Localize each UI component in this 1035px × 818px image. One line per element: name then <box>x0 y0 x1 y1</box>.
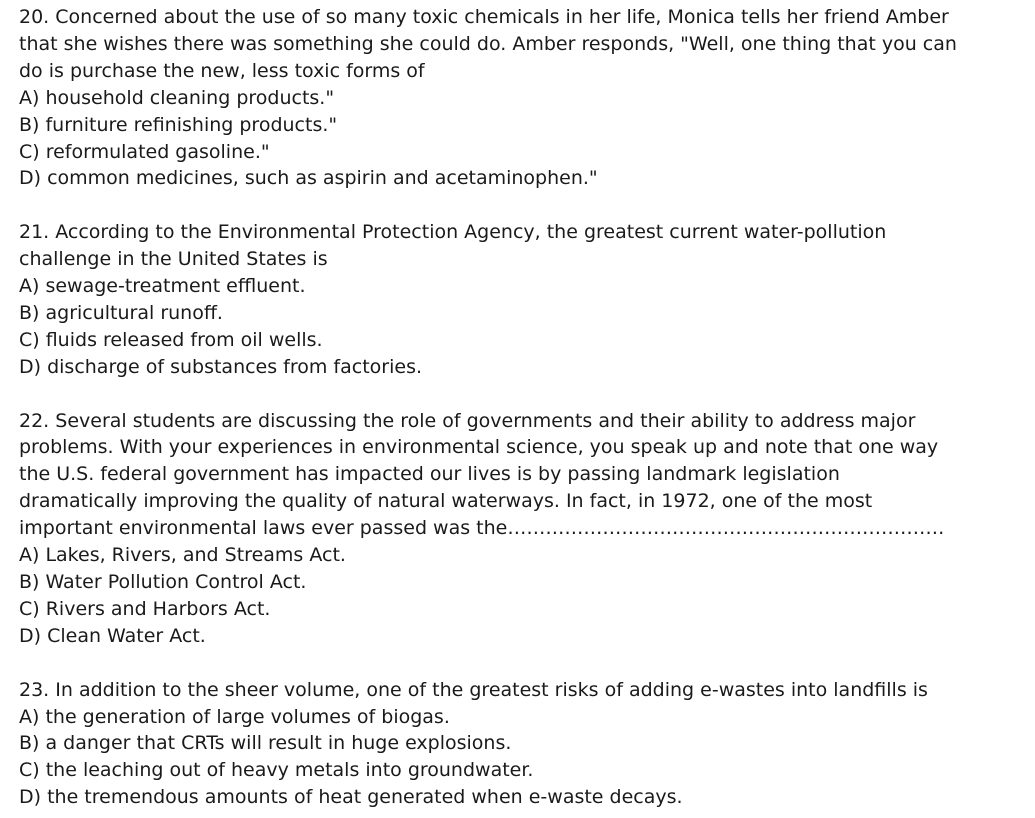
option-b: B) a danger that CRTs will result in huge explosions. <box>19 732 512 755</box>
option-b: B) agricultural runoff. <box>19 301 223 324</box>
option-c: C) fluids released from oil wells. <box>19 328 323 351</box>
option-b: B) furniture refinishing products." <box>19 113 338 136</box>
option-a: A) sewage-treatment effluent. <box>19 275 306 298</box>
question-22 <box>19 408 964 650</box>
option-c: C) the leaching out of heavy metals into groundwater. <box>19 759 534 782</box>
option-c: C) reformulated gasoline." <box>19 140 270 163</box>
option-c: C) Rivers and Harbors Act. <box>19 597 271 620</box>
question-stem: 22. Several students are discussing the role of governments and their ability to address major problems. With your experiences in environmental science, you speak up and note that one way the U.S. federal government has impacted our lives is by passing landmark legislation dramatically improving the quality of natural waterways. In fact, in 1972, one of the most important environmental laws ever passed was the…………………………………………………………… <box>19 409 945 540</box>
question-stem: 23. In addition to the sheer volume, one of the greatest risks of adding e-wastes into landfills is <box>19 678 928 701</box>
option-a: A) the generation of large volumes of biogas. <box>19 705 450 728</box>
question-stem: 21. According to the Environmental Protection Agency, the greatest current water-pollution challenge in the United States is <box>19 221 887 271</box>
question-23 <box>19 677 964 812</box>
question-stem: 20. Concerned about the use of so many toxic chemicals in her life, Monica tells her friend Amber that she wishes there was something she could do. Amber responds, "Well, one thing that you can do is purchase the new, less toxic forms of <box>19 6 957 82</box>
option-d: D) the tremendous amounts of heat generated when e-waste decays. <box>19 786 683 809</box>
option-b: B) Water Pollution Control Act. <box>19 571 307 593</box>
question-21 <box>19 219 964 380</box>
option-a: A) household cleaning products." <box>19 86 335 109</box>
option-d: D) discharge of substances from factories. <box>19 355 423 378</box>
question-20 <box>19 4 964 192</box>
option-d: D) Clean Water Act. <box>19 624 206 647</box>
document-page <box>19 4 964 811</box>
option-d: D) common medicines, such as aspirin and acetaminophen." <box>19 167 598 190</box>
option-a: A) Lakes, Rivers, and Streams Act. <box>19 544 346 567</box>
